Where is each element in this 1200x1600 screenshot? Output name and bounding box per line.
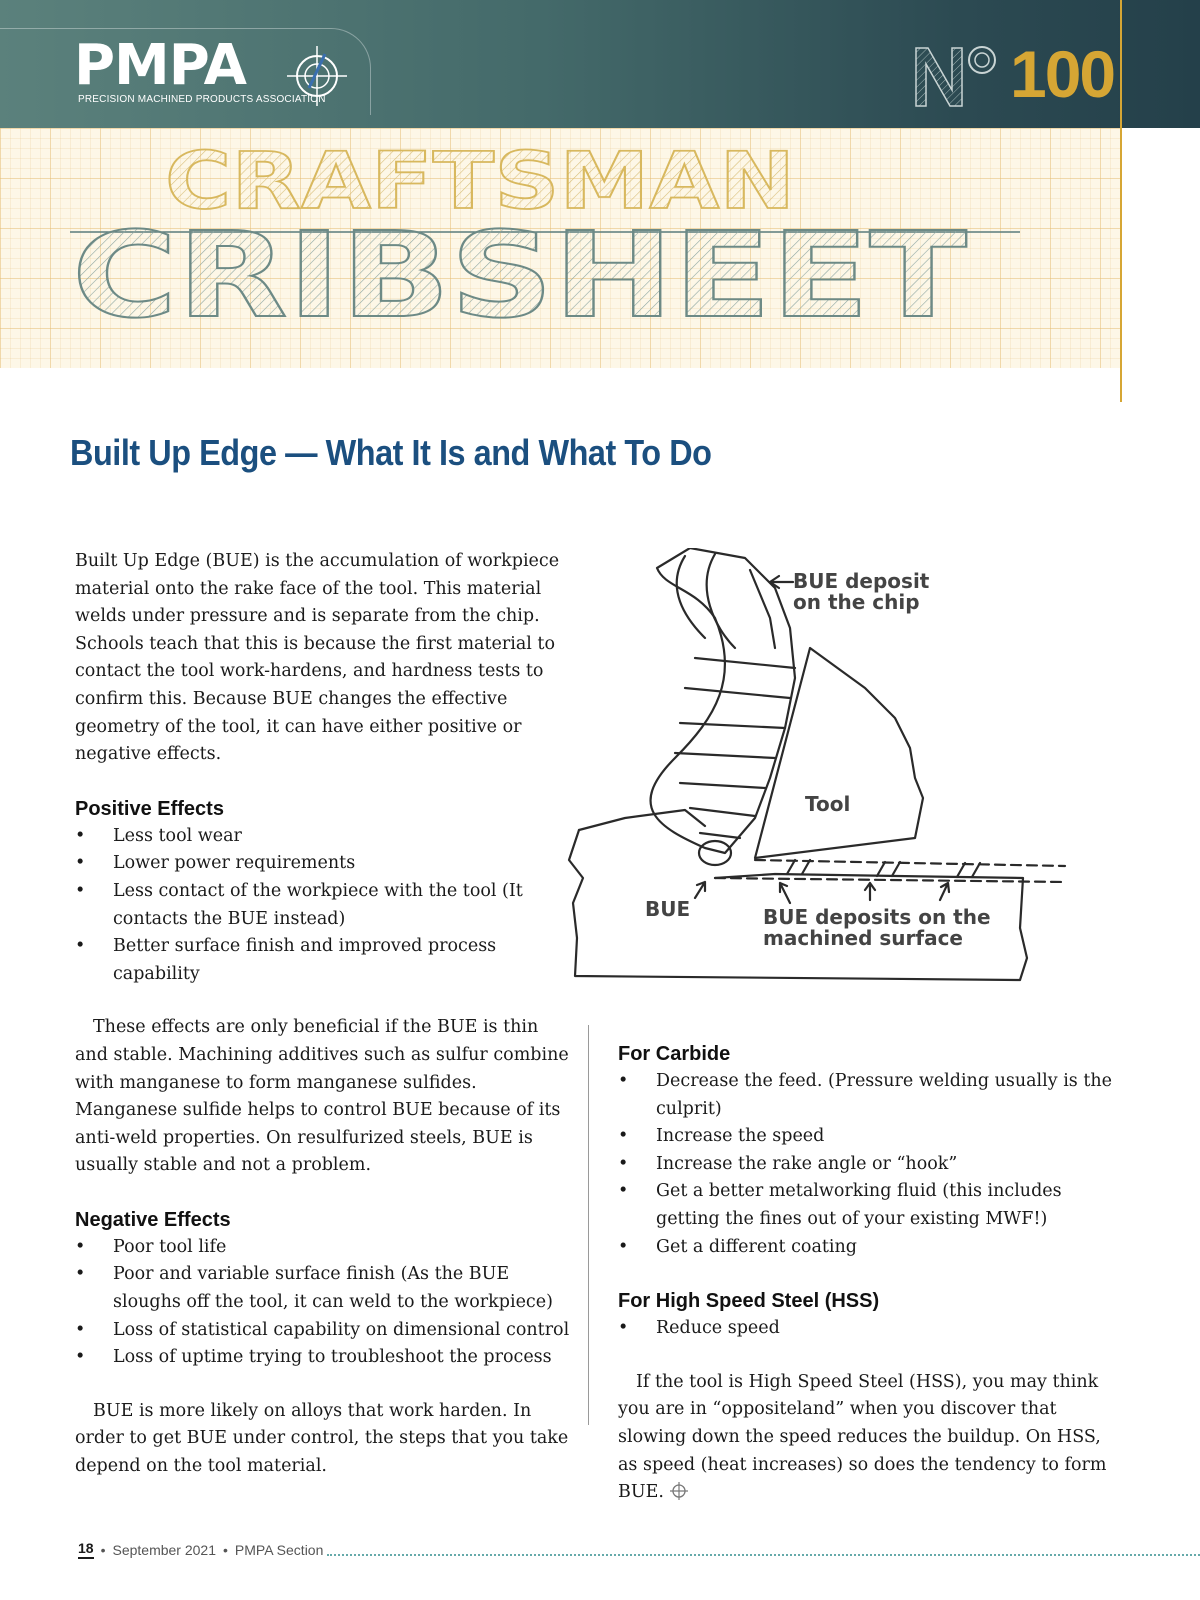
carbide-list xyxy=(618,1068,1118,1261)
list-item: • Reduce speed xyxy=(618,1315,1118,1343)
label-bue-chip-1: BUE deposit xyxy=(793,569,930,593)
negative-effects-heading: Negative Effects xyxy=(75,1208,231,1231)
label-surface-1: BUE deposits on the xyxy=(763,905,991,929)
intro-paragraph: Built Up Edge (BUE) is the accumulation of workpiece material onto the rake face of the tool. This material welds under pressure and is separate from the chip. Schools teach that this is because the first material to contact the tool work-hardens, and hardness tests to confirm this. Because BUE changes the effective geometry of the tool, it can have either positive or negative effects. xyxy=(75,551,560,765)
list-item: • Better surface finish and improved process capability xyxy=(75,933,570,988)
list-item: • Lower power requirements xyxy=(75,850,570,878)
left-column xyxy=(75,548,570,1481)
logo-subtitle: PRECISION MACHINED PRODUCTS ASSOCIATION xyxy=(78,94,326,105)
closing-paragraph-right xyxy=(618,1369,1118,1507)
footer-separator: • xyxy=(223,1541,228,1558)
title-cribsheet: CRIBSHEET xyxy=(72,206,967,344)
list-item: • Increase the speed xyxy=(618,1123,1118,1151)
bue-diagram xyxy=(565,548,1095,1008)
list-item: • Less tool wear xyxy=(75,823,570,851)
label-bue: BUE xyxy=(645,897,691,921)
list-item: • Loss of uptime trying to troubleshoot the process xyxy=(75,1344,570,1372)
negative-effects-list xyxy=(75,1234,570,1372)
label-tool: Tool xyxy=(805,792,851,816)
right-column xyxy=(618,1040,1118,1507)
page-number: 18 xyxy=(78,1540,94,1559)
list-item: • Loss of statistical capability on dimensional control xyxy=(75,1317,570,1345)
pmpa-logo: PMPA xyxy=(74,33,247,98)
closing-paragraph-left: BUE is more likely on alloys that work harden. In order to get BUE under control, the steps that you take depend on the tool material. xyxy=(75,1400,569,1477)
hss-list xyxy=(618,1315,1118,1343)
column-divider xyxy=(588,1025,589,1425)
carbide-heading: For Carbide xyxy=(618,1043,731,1065)
label-surface-2: machined surface xyxy=(763,926,963,950)
issue-number: 100 xyxy=(1010,37,1115,111)
list-item: • Poor tool life xyxy=(75,1234,570,1262)
closing-text-right: If the tool is High Speed Steel (HSS), you may think you are in “oppositeland” when you discover that slowing down the speed reduces the buildup. On HSS, as speed (heat increases) so does the tendency to form BUE. xyxy=(618,1371,1107,1503)
crosshair-end-icon xyxy=(670,1482,688,1500)
article-headline: Built Up Edge — What It Is and What To Do xyxy=(70,432,712,473)
tool-outline xyxy=(755,648,923,858)
title-graphic xyxy=(0,128,1120,368)
footer-date: September 2021 xyxy=(112,1541,217,1558)
list-item: • Get a better metalworking fluid (this includes getting the fines out of your existing MWF!) xyxy=(618,1178,1118,1233)
accent-divider-line xyxy=(1120,0,1122,402)
positive-effects-list xyxy=(75,823,570,989)
number-sign-icon xyxy=(912,42,1002,112)
crosshair-logo-icon xyxy=(285,44,349,108)
footer-separator: • xyxy=(100,1541,106,1558)
middle-paragraph: These effects are only beneficial if the BUE is thin and stable. Machining additives such as sulfur combine with manganese to form manganese sulfides. Manganese sulfide helps to control BUE because of its anti-weld properties. On resulfurized steels, BUE is usually stable and not a problem. xyxy=(75,1017,569,1176)
list-item: • Poor and variable surface finish (As the BUE sloughs off the tool, it can weld to the workpiece) xyxy=(75,1261,570,1316)
title-craftsman: CRAFTSMAN xyxy=(165,137,795,227)
positive-effects-heading: Positive Effects xyxy=(75,797,224,820)
label-bue-chip-2: on the chip xyxy=(793,590,920,614)
list-item: • Less contact of the workpiece with the tool (It contacts the BUE instead) xyxy=(75,878,570,933)
list-item: • Increase the rake angle or “hook” xyxy=(618,1151,1118,1179)
list-item: • Get a different coating xyxy=(618,1234,1118,1262)
footer-dotted-rule xyxy=(327,1544,1200,1556)
footer-section: PMPA Section xyxy=(234,1541,324,1558)
page-footer xyxy=(78,1540,1200,1559)
hss-heading: For High Speed Steel (HSS) xyxy=(618,1290,880,1313)
list-item: • Decrease the feed. (Pressure welding usually is the culprit) xyxy=(618,1068,1118,1123)
chip-outline xyxy=(651,548,795,853)
